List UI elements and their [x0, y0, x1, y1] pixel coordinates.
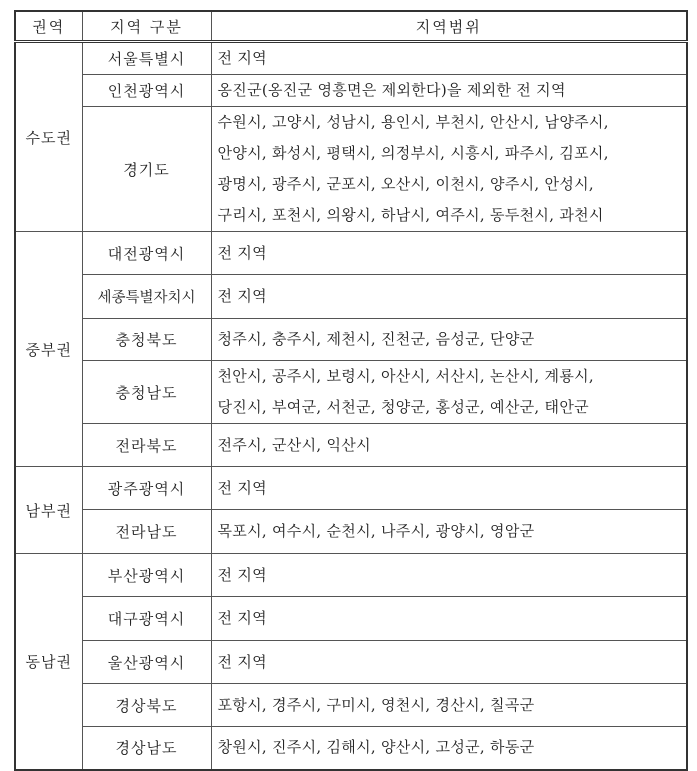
table-row: [15, 424, 687, 467]
range-cell: 포항시, 경주시, 구미시, 영천시, 경산시, 칠곡군: [211, 684, 687, 727]
area-cell: 광주광역시: [82, 467, 211, 510]
zone-cell-central: 중부권: [15, 232, 82, 467]
header-area: 지역 구분: [82, 11, 211, 42]
table-row: [15, 554, 687, 597]
table-row: [15, 641, 687, 684]
table-row: [15, 75, 687, 107]
range-cell: 전 지역: [211, 554, 687, 597]
range-cell: 전주시, 군산시, 익산시: [211, 424, 687, 467]
range-cell: 청주시, 충주시, 제천시, 진천군, 음성군, 단양군: [211, 319, 687, 361]
area-cell: 충청남도: [82, 361, 211, 424]
table-body: [15, 42, 687, 770]
table-row: [15, 467, 687, 510]
range-line: 구리시, 포천시, 의왕시, 하남시, 여주시, 동두천시, 과천시: [217, 206, 604, 224]
range-cell: 목포시, 여수시, 순천시, 나주시, 광양시, 영암군: [211, 510, 687, 554]
range-cell: 전 지역: [211, 597, 687, 641]
range-line: 안양시, 화성시, 평택시, 의정부시, 시흥시, 파주시, 김포시,: [217, 144, 609, 162]
area-cell: 부산광역시: [82, 554, 211, 597]
range-cell: 옹진군(옹진군 영흥면은 제외한다)을 제외한 전 지역: [211, 75, 687, 107]
table-row: [15, 42, 687, 75]
area-cell: 경상남도: [82, 727, 211, 770]
header-row: [15, 11, 687, 42]
area-cell: 전라남도: [82, 510, 211, 554]
table-row: [15, 684, 687, 727]
header-zone: 권역: [15, 11, 82, 42]
table-row: [15, 727, 687, 770]
range-line: 수원시, 고양시, 성남시, 용인시, 부천시, 안산시, 남양주시,: [217, 113, 609, 131]
range-cell: [211, 361, 687, 424]
table-row: [15, 597, 687, 641]
header-range: 지역범위: [211, 11, 687, 42]
table-row: [15, 275, 687, 319]
area-cell: 전라북도: [82, 424, 211, 467]
table-header: [15, 11, 687, 42]
zone-cell-southern: 남부권: [15, 467, 82, 554]
table-row: [15, 232, 687, 275]
area-cell: 경기도: [82, 107, 211, 232]
range-line: 천안시, 공주시, 보령시, 아산시, 서산시, 논산시, 계룡시,: [217, 367, 594, 385]
region-scope-table: [14, 10, 688, 771]
area-cell: 서울특별시: [82, 42, 211, 75]
area-cell: 울산광역시: [82, 641, 211, 684]
range-cell: 전 지역: [211, 467, 687, 510]
table-row: [15, 361, 687, 424]
area-cell: 대전광역시: [82, 232, 211, 275]
range-cell: [211, 107, 687, 232]
area-cell: 세종특별자치시: [82, 275, 211, 319]
zone-cell-capital: 수도권: [15, 42, 82, 232]
area-cell: 충청북도: [82, 319, 211, 361]
area-cell: 대구광역시: [82, 597, 211, 641]
table-row: [15, 319, 687, 361]
range-cell: 전 지역: [211, 232, 687, 275]
range-cell: 전 지역: [211, 275, 687, 319]
zone-cell-southeast: 동남권: [15, 554, 82, 770]
table-row: [15, 510, 687, 554]
table-row: [15, 107, 687, 232]
range-cell: 창원시, 진주시, 김해시, 양산시, 고성군, 하동군: [211, 727, 687, 770]
area-cell: 경상북도: [82, 684, 211, 727]
range-cell: 전 지역: [211, 42, 687, 75]
range-line: 광명시, 광주시, 군포시, 오산시, 이천시, 양주시, 안성시,: [217, 175, 594, 193]
range-line: 당진시, 부여군, 서천군, 청양군, 홍성군, 예산군, 태안군: [217, 398, 589, 416]
range-cell: 전 지역: [211, 641, 687, 684]
area-cell: 인천광역시: [82, 75, 211, 107]
